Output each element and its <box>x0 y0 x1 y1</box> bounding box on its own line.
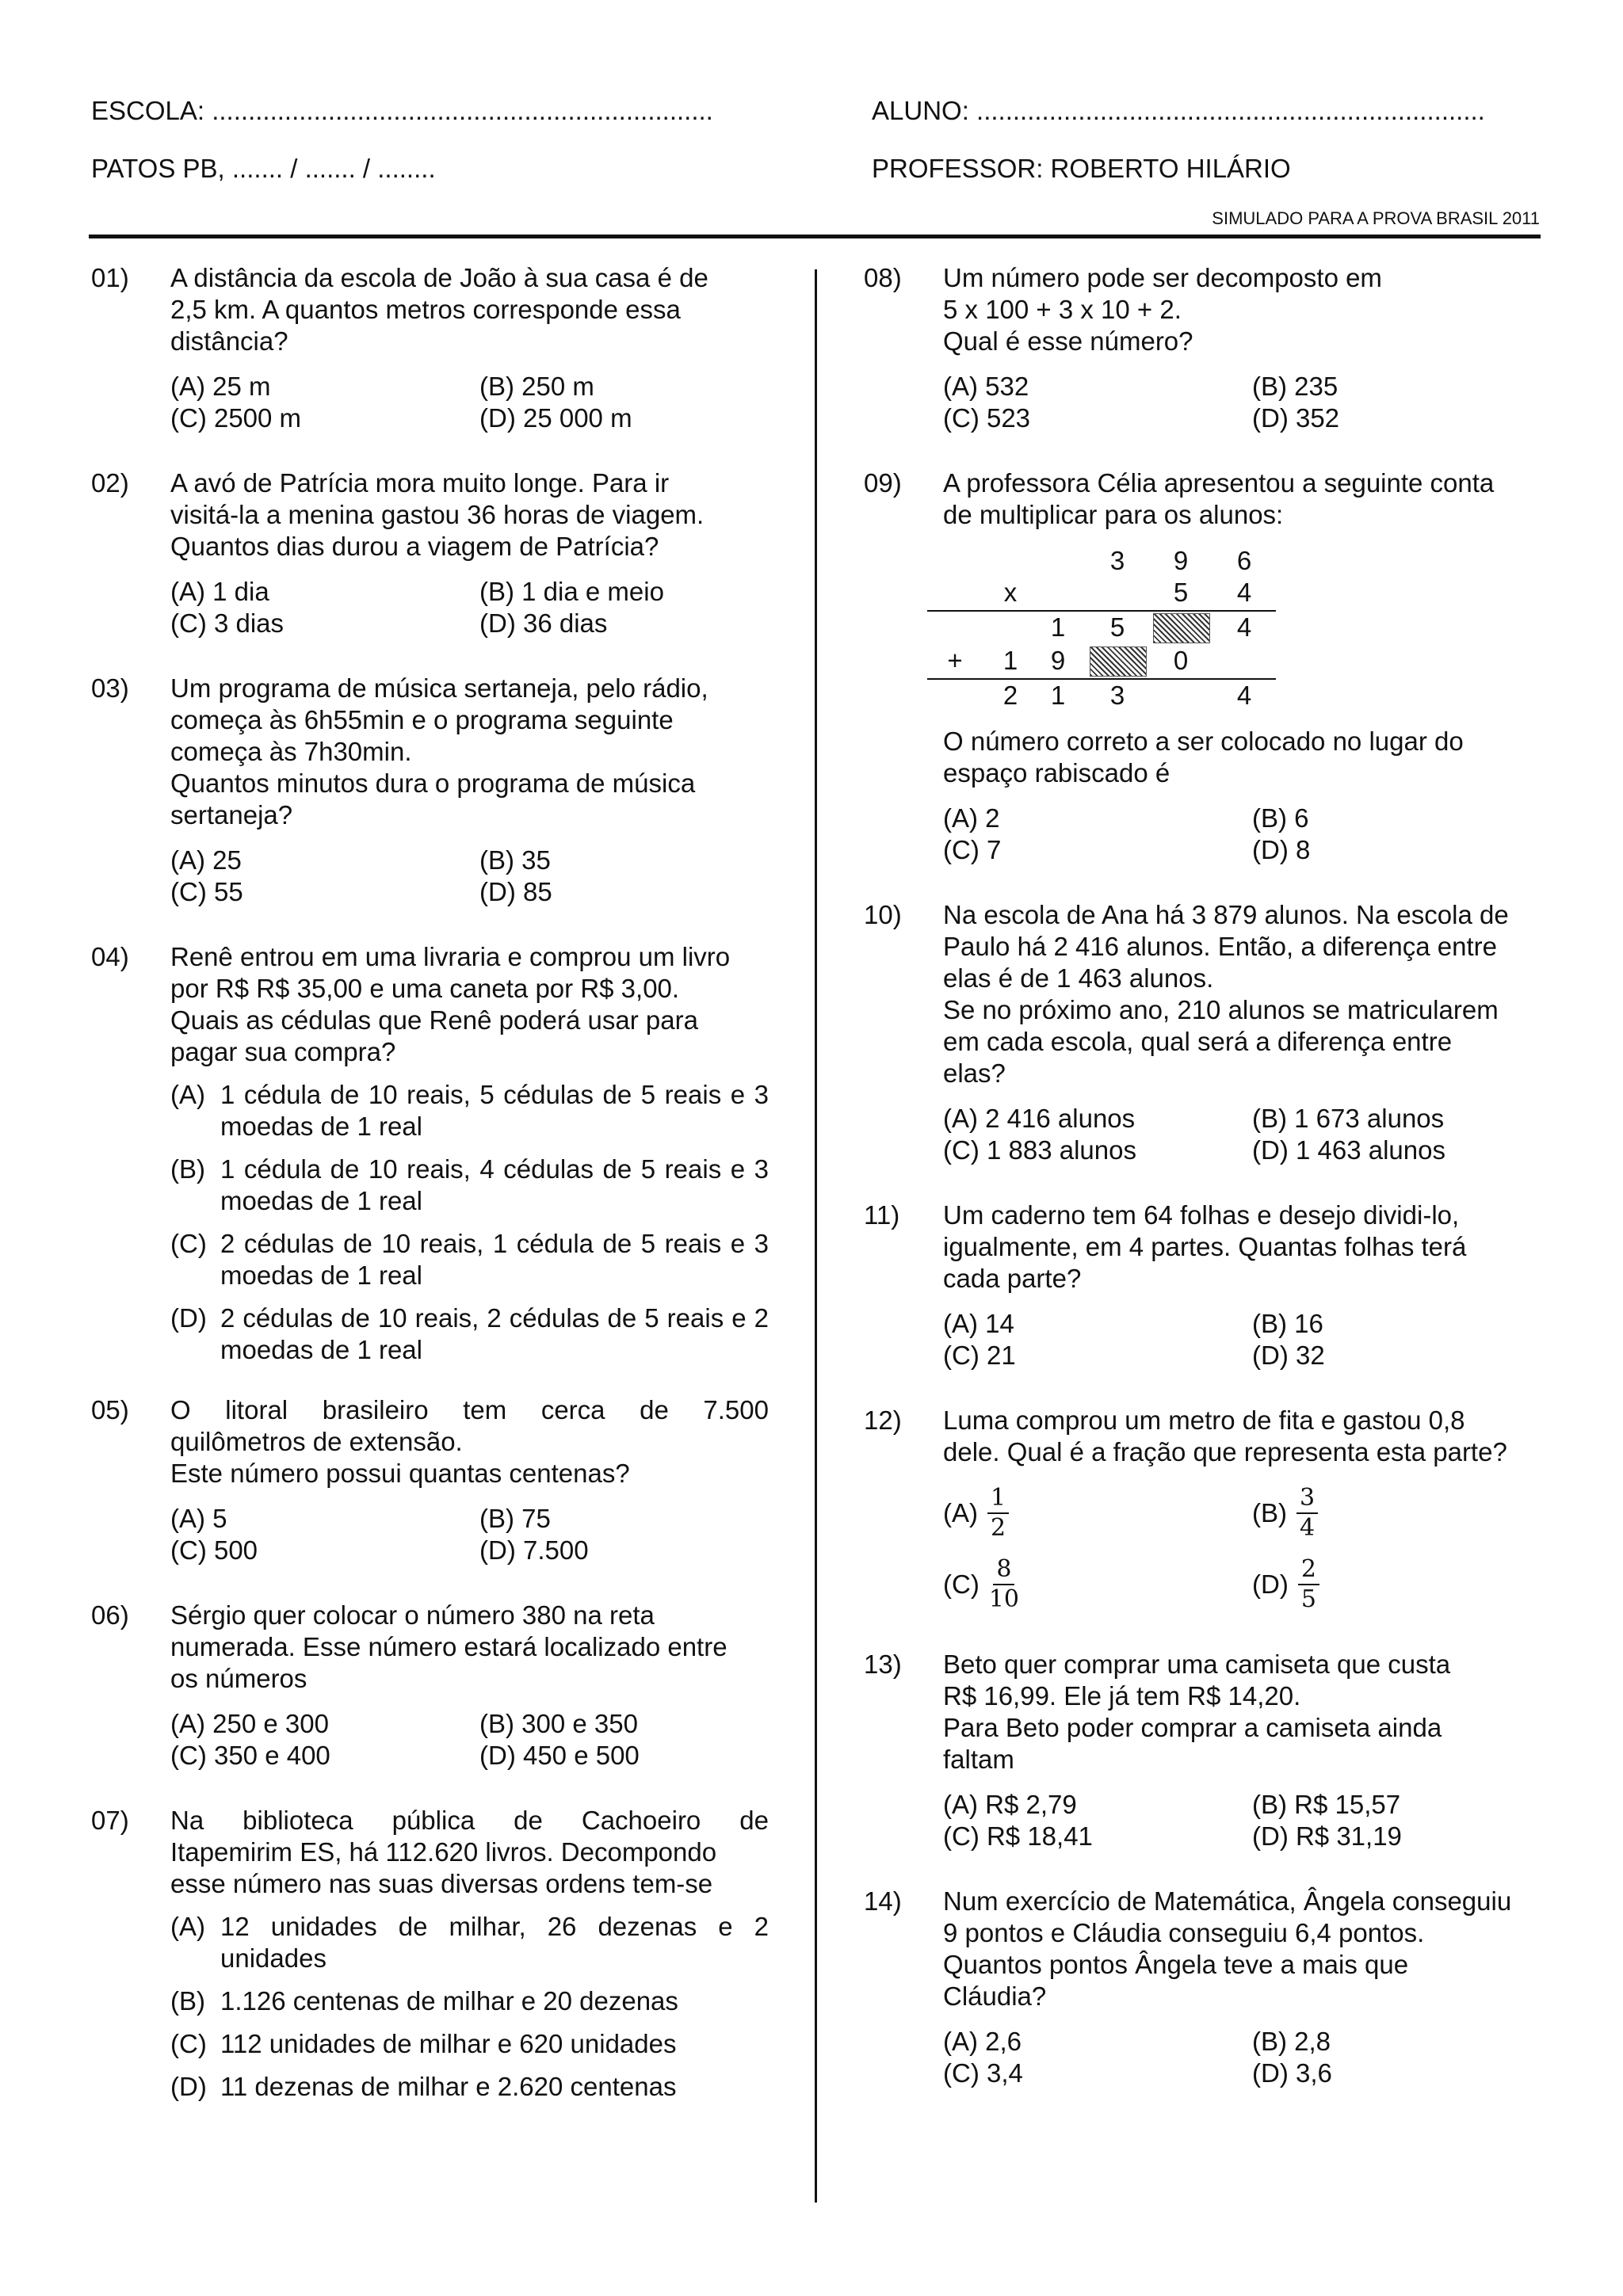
option-a[interactable]: (A) 2 416 alunos <box>943 1104 1136 1133</box>
question-12 <box>864 1405 1537 1620</box>
answer-options <box>170 1503 769 1566</box>
option-a[interactable]: (A) 25 m <box>170 372 271 401</box>
option-c[interactable]: (C) 350 e 400 <box>170 1741 330 1770</box>
answer-options <box>943 803 1537 866</box>
option-d[interactable]: (D) 32 <box>1252 1341 1325 1370</box>
fraction: $\frac{3}{4}$ <box>1296 1484 1318 1543</box>
question-02 <box>91 467 769 639</box>
option-d[interactable]: (D) 352 <box>1252 403 1340 433</box>
option-c[interactable]: (C) 3,4 <box>943 2058 1023 2088</box>
question-number: 10) <box>864 900 902 929</box>
question-14 <box>864 1886 1537 2089</box>
option-d[interactable]: (D) 7.500 <box>479 1535 589 1565</box>
option-c[interactable]: (C) 112 unidades de milhar e 620 unidades <box>170 2029 677 2058</box>
question-followup: O número correto a ser colocado no lugar do espaço rabiscado é <box>943 727 1464 788</box>
digit: 1 <box>1050 681 1066 710</box>
option-d[interactable]: (D) R$ 31,19 <box>1252 1821 1402 1851</box>
header-divider <box>89 235 1541 238</box>
question-stem: Sérgio quer colocar o número 380 na reta numerada. Esse número estará localizado entre os números <box>170 1600 727 1693</box>
digit: 0 <box>1173 646 1189 675</box>
option-a[interactable]: (A) 25 <box>170 845 242 875</box>
option-a[interactable]: (A) 1 dia <box>170 577 269 606</box>
question-number: 11) <box>864 1200 900 1230</box>
option-b[interactable]: (B) 2,8 <box>1252 2027 1331 2056</box>
question-stem: Um programa de música sertaneja, pelo rádio, começa às 6h55min e o programa seguinte começa às 7h30min. Quantos minutos dura o programa de música sertaneja? <box>170 673 708 830</box>
aluno-field: ALUNO: ...................................................................... <box>872 96 1485 125</box>
option-c[interactable]: (C) 2 cédulas de 10 reais, 1 cédula de 5 reais e 3 moedas de 1 real <box>170 1229 769 1290</box>
digit: 9 <box>1050 646 1066 675</box>
option-a[interactable]: (A) 1 cédula de 10 reais, 5 cédulas de 5 reais e 3 moedas de 1 real <box>170 1080 769 1141</box>
question-stem: Num exercício de Matemática, Ângela conseguiu 9 pontos e Cláudia conseguiu 6,4 pontos. Quantos pontos Ângela teve a mais que Cláudia? <box>943 1886 1512 2011</box>
digit: 2 <box>1002 681 1018 710</box>
option-b[interactable]: (B) 1 dia e meio <box>479 577 664 606</box>
question-11 <box>864 1199 1537 1371</box>
digit: 5 <box>1173 578 1189 607</box>
option-c[interactable]: (C) 3 dias <box>170 608 285 638</box>
question-number: 13) <box>864 1650 902 1679</box>
digit: 3 <box>1109 546 1125 575</box>
question-stem: A avó de Patrícia mora muito longe. Para ir visitá-la a menina gastou 36 horas de viagem. Quantos dias durou a viagem de Patrícia? <box>170 468 705 561</box>
plus-sign: + <box>947 646 963 675</box>
answer-options <box>943 1789 1537 1852</box>
digit: 4 <box>1236 681 1252 710</box>
question-number: 05) <box>91 1395 129 1425</box>
question-stem: Na biblioteca pública de Cachoeiro de Itapemirim ES, há 112.620 livros. Decompondo esse número nas suas diversas ordens tem-se <box>170 1806 769 1898</box>
question-number: 02) <box>91 468 129 498</box>
question-05 <box>91 1394 769 1566</box>
question-06 <box>91 1600 769 1772</box>
answer-options <box>170 576 769 639</box>
scribbled-space <box>1090 646 1147 677</box>
date-field: PATOS PB, ....... / ....... / ........ <box>91 154 436 183</box>
question-stem: Renê entrou em uma livraria e comprou um livro por R$ R$ 35,00 e uma caneta por R$ 3,00. Quais as cédulas que Renê poderá usar para pagar sua compra? <box>170 942 731 1066</box>
option-d[interactable]: (D) 85 <box>479 877 552 906</box>
question-13 <box>864 1649 1537 1852</box>
option-d[interactable]: (D) 3,6 <box>1252 2058 1332 2088</box>
option-d[interactable]: (D) 1 463 alunos <box>1252 1135 1445 1165</box>
answer-options <box>943 371 1537 434</box>
fraction: $\frac{1}{2}$ <box>987 1484 1009 1543</box>
option-d[interactable]: (D) 450 e 500 <box>479 1741 640 1770</box>
option-b[interactable]: (B) 1 cédula de 10 reais, 4 cédulas de 5 reais e 3 moedas de 1 real <box>170 1154 769 1215</box>
question-09 <box>864 467 1537 866</box>
left-column <box>91 262 769 2114</box>
option-b[interactable]: (B) 1.126 centenas de milhar e 20 dezenas <box>170 1986 678 2016</box>
question-number: 01) <box>91 263 129 292</box>
option-b[interactable]: (B) 75 <box>479 1504 551 1533</box>
option-a[interactable]: (A) 14 <box>943 1309 1014 1338</box>
option-a[interactable]: (A) 250 e 300 <box>170 1709 329 1738</box>
option-c[interactable]: (C) 523 <box>943 403 1031 433</box>
option-a[interactable]: (A) 12 unidades de milhar, 26 dezenas e 2 unidades <box>170 1912 769 1973</box>
answer-options <box>170 371 769 434</box>
option-b[interactable]: (B) R$ 15,57 <box>1252 1790 1401 1819</box>
option-d[interactable]: (D) 36 dias <box>479 608 608 638</box>
question-stem: Beto quer comprar uma camiseta que custa R$ 16,99. Ele já tem R$ 14,20. Para Beto poder comprar a camiseta ainda faltam <box>943 1650 1451 1774</box>
question-number: 04) <box>91 942 129 971</box>
question-stem: Um caderno tem 64 folhas e desejo dividi-lo, igualmente, em 4 partes. Quantas folhas terá cada parte? <box>943 1200 1467 1293</box>
option-a[interactable]: (A) 5 <box>170 1504 227 1533</box>
professor-field: PROFESSOR: ROBERTO HILÁRIO <box>872 154 1291 183</box>
answer-options <box>170 845 769 908</box>
option-c[interactable]: (C) 55 <box>170 877 243 906</box>
option-b[interactable]: (B) 16 <box>1252 1309 1323 1338</box>
option-b[interactable]: (B) 1 673 alunos <box>1252 1104 1445 1133</box>
option-b[interactable]: (B) 235 <box>1252 372 1338 401</box>
escola-field: ESCOLA: ..................................................................... <box>91 96 713 125</box>
fraction: $\frac{8}{10}$ <box>988 1555 1019 1613</box>
option-c[interactable]: (C) 1 883 alunos <box>943 1135 1136 1165</box>
option-c[interactable]: (C) 7 <box>943 835 1002 864</box>
digit: 5 <box>1109 612 1125 642</box>
question-stem: A professora Célia apresentou a seguinte conta de multiplicar para os alunos: <box>943 468 1495 529</box>
question-04 <box>91 941 769 1377</box>
option-d[interactable]: (D) 11 dezenas de milhar e 2.620 centenas <box>170 2072 677 2101</box>
answer-options <box>943 1308 1537 1371</box>
question-03 <box>91 673 769 908</box>
digit: 1 <box>1002 646 1018 675</box>
answer-options <box>170 1079 769 1366</box>
column-divider <box>815 269 817 2203</box>
digit: 3 <box>1109 681 1125 710</box>
answer-options <box>170 1708 769 1772</box>
question-number: 14) <box>864 1886 902 1916</box>
option-c[interactable]: (C) 500 <box>170 1535 258 1565</box>
right-column <box>864 262 1537 2089</box>
question-08 <box>864 262 1537 434</box>
option-b[interactable]: (B) 300 e 350 <box>479 1709 638 1738</box>
fraction: $\frac{2}{5}$ <box>1298 1555 1319 1614</box>
question-number: 07) <box>91 1806 129 1835</box>
question-07 <box>91 1805 769 2114</box>
option-d[interactable]: (D) 2 cédulas de 10 reais, 2 cédulas de 5 reais e 2 moedas de 1 real <box>170 1303 769 1364</box>
answer-options <box>170 1911 769 2103</box>
exam-subtitle: SIMULADO PARA A PROVA BRASIL 2011 <box>1212 208 1540 228</box>
question-number: 12) <box>864 1405 902 1435</box>
option-a[interactable]: (A) 2 <box>943 803 1000 833</box>
option-d[interactable]: (D) $\frac{2}{5}$ <box>1252 1549 1537 1620</box>
scribbled-space <box>1153 613 1210 643</box>
question-01 <box>91 262 769 434</box>
option-a[interactable]: (A) 2,6 <box>943 2027 1022 2056</box>
digit: 1 <box>1050 612 1066 642</box>
question-number: 08) <box>864 263 902 292</box>
question-stem: O litoral brasileiro tem cerca de 7.500 quilômetros de extensão. Este número possui quantas centenas? <box>170 1395 769 1488</box>
question-stem: Um número pode ser decomposto em 5 x 100 + 3 x 10 + 2. Qual é esse número? <box>943 263 1382 356</box>
option-b[interactable]: (B) $\frac{3}{4}$ <box>1252 1478 1537 1549</box>
option-a[interactable]: (A) 532 <box>943 372 1029 401</box>
times-sign: x <box>1003 578 1018 607</box>
option-c[interactable]: (C) R$ 18,41 <box>943 1821 1093 1851</box>
option-c[interactable]: (C) $\frac{8}{10}$ <box>943 1555 1019 1613</box>
digit: 4 <box>1236 612 1252 642</box>
question-number: 06) <box>91 1600 129 1630</box>
answer-options <box>943 1478 1537 1620</box>
digit: 4 <box>1236 578 1252 607</box>
option-c[interactable]: (C) 2500 m <box>170 403 302 433</box>
option-a[interactable]: (A) $\frac{1}{2}$ <box>943 1478 1252 1549</box>
question-stem: A distância da escola de João à sua casa é de 2,5 km. A quantos metros corresponde essa distância? <box>170 263 708 356</box>
question-number: 03) <box>91 673 129 703</box>
option-d[interactable]: (D) 8 <box>1252 835 1311 864</box>
option-d[interactable]: (D) 25 000 m <box>479 403 632 433</box>
question-10 <box>864 899 1537 1166</box>
option-a[interactable]: (A) R$ 2,79 <box>943 1790 1077 1819</box>
digit: 6 <box>1236 546 1252 575</box>
question-number: 09) <box>864 468 902 498</box>
question-stem: Na escola de Ana há 3 879 alunos. Na escola de Paulo há 2 416 alunos. Então, a diferença entre elas é de 1 463 alunos. Se no próximo ano, 210 alunos se matricularem em cada escola, qual será a diferença entre elas? <box>943 900 1509 1088</box>
question-stem: Luma comprou um metro de fita e gastou 0,8 dele. Qual é a fração que representa esta parte? <box>943 1405 1507 1466</box>
option-b[interactable]: (B) 250 m <box>479 372 594 401</box>
digit: 9 <box>1173 546 1189 575</box>
option-c[interactable]: (C) 21 <box>943 1341 1016 1370</box>
answer-options <box>943 1103 1537 1166</box>
answer-options <box>943 2026 1537 2089</box>
option-b[interactable]: (B) 6 <box>1252 803 1309 833</box>
option-b[interactable]: (B) 35 <box>479 845 551 875</box>
multiplication-problem <box>927 545 1276 718</box>
